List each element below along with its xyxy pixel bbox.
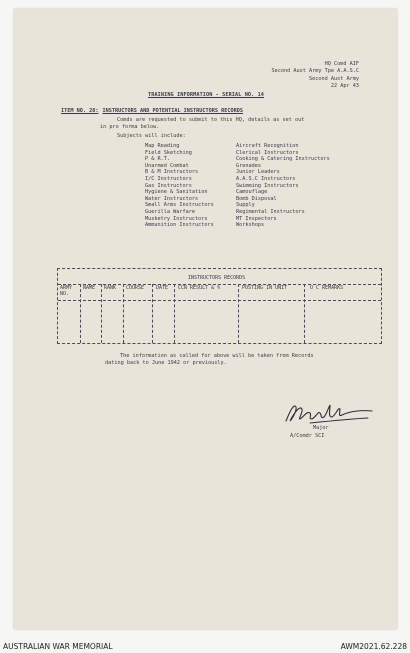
footer-paragraph	[105, 353, 314, 368]
footer-line-1: The information as called for above will be taken from Records	[120, 353, 314, 359]
list-item: Ammunition Instructors	[145, 222, 214, 229]
handwritten-signature	[280, 399, 376, 427]
caption-institution: AUSTRALIAN WAR MEMORIAL	[3, 642, 113, 651]
item-heading	[61, 108, 243, 115]
paragraph-1-line-2: in pro forma below.	[100, 124, 160, 131]
table-column-rule	[123, 284, 124, 343]
list-item: A.A.S.C Instructors	[236, 175, 296, 182]
table-column-rule	[238, 284, 239, 343]
subjects-right-list	[236, 143, 330, 229]
list-item: Grenades	[236, 162, 261, 169]
table-header-date: DATE	[156, 285, 169, 291]
list-item: Regimental Instructors	[236, 208, 305, 215]
header-line-3: Second Aust Army	[309, 75, 359, 82]
caption-accession-number: AWM2021.62.228	[340, 642, 407, 651]
item-label: ITEM NO. 28:	[61, 108, 99, 114]
header-block	[272, 61, 359, 91]
paragraph-2: Subjects will include:	[117, 133, 186, 139]
list-item: Workshops	[236, 222, 265, 229]
list-item: P & R.T.	[145, 156, 170, 163]
paragraph-1-line-1: Comds are requested to submit to this HQ, details as set out	[117, 117, 305, 123]
subjects-left-list	[145, 143, 214, 229]
table-header-name: NAME	[83, 285, 96, 291]
list-item: Musketry Instructors	[145, 215, 208, 222]
footer-line-2: dating back to June 1942 or previously.	[105, 360, 227, 367]
list-item: Bomb Disposal	[236, 195, 277, 202]
list-item: Camouflage	[236, 189, 268, 196]
list-item: Supply	[236, 202, 255, 209]
paragraph-1	[100, 117, 305, 132]
table-header-posting: POSTING IN UNIT	[242, 285, 288, 291]
list-item: Unarmed Combat	[145, 162, 189, 169]
table-group-heading: INSTRUCTORS RECORDS	[188, 275, 246, 281]
list-item: Gas Instructors	[145, 182, 192, 189]
list-item: Swimming Instructors	[236, 182, 299, 189]
list-item: MT Inspectors	[236, 215, 277, 222]
signature-rank: Major	[313, 425, 329, 431]
table-header-rank: RANK	[104, 285, 117, 291]
table-header-result: CCN RESULT & %	[178, 285, 221, 291]
pro-forma-table	[57, 268, 382, 344]
document-title: TRAINING INFORMATION - SERIAL NO. 14	[148, 92, 265, 98]
signature-title: A/Comdr SCI	[290, 433, 325, 439]
list-item: Aircraft Recognition	[236, 143, 299, 149]
list-item: Clerical Instructors	[236, 149, 299, 156]
table-column-rule	[101, 284, 102, 343]
item-subject: INSTRUCTORS AND POTENTIAL INSTRUCTORS RECORDS	[102, 108, 244, 114]
list-item: Junior Leaders	[236, 169, 280, 176]
table-column-rule	[174, 284, 175, 343]
table-column-rule	[304, 284, 305, 343]
list-item: Field Sketching	[145, 149, 192, 156]
table-column-rule	[80, 284, 81, 343]
list-item: Guerilla Warfare	[145, 208, 195, 215]
list-item: Hygiene & Sanitation	[145, 189, 208, 196]
list-item: Map Reading	[145, 143, 180, 149]
table-divider	[58, 300, 381, 301]
table-header-remarks: O C REMARKS	[310, 285, 344, 291]
list-item: I/C Instructors	[145, 175, 192, 182]
list-item: Water Instructors	[145, 195, 199, 202]
list-item: Cooking & Catering Instructors	[236, 156, 330, 163]
list-item: Small Arms Instructors	[145, 202, 214, 209]
document-sheet	[14, 9, 397, 629]
list-item: B & M Instructors	[145, 169, 199, 176]
header-line-1: HQ Comd AIF	[324, 61, 359, 67]
table-column-rule	[152, 284, 153, 343]
header-line-2: Second Aust Army Tpe A.A.S.C	[271, 68, 359, 75]
header-line-4: 22 Apr 43	[330, 83, 359, 90]
table-header-course: COURSE	[126, 285, 145, 291]
table-header-army-no: ARMY NO.	[60, 285, 73, 297]
